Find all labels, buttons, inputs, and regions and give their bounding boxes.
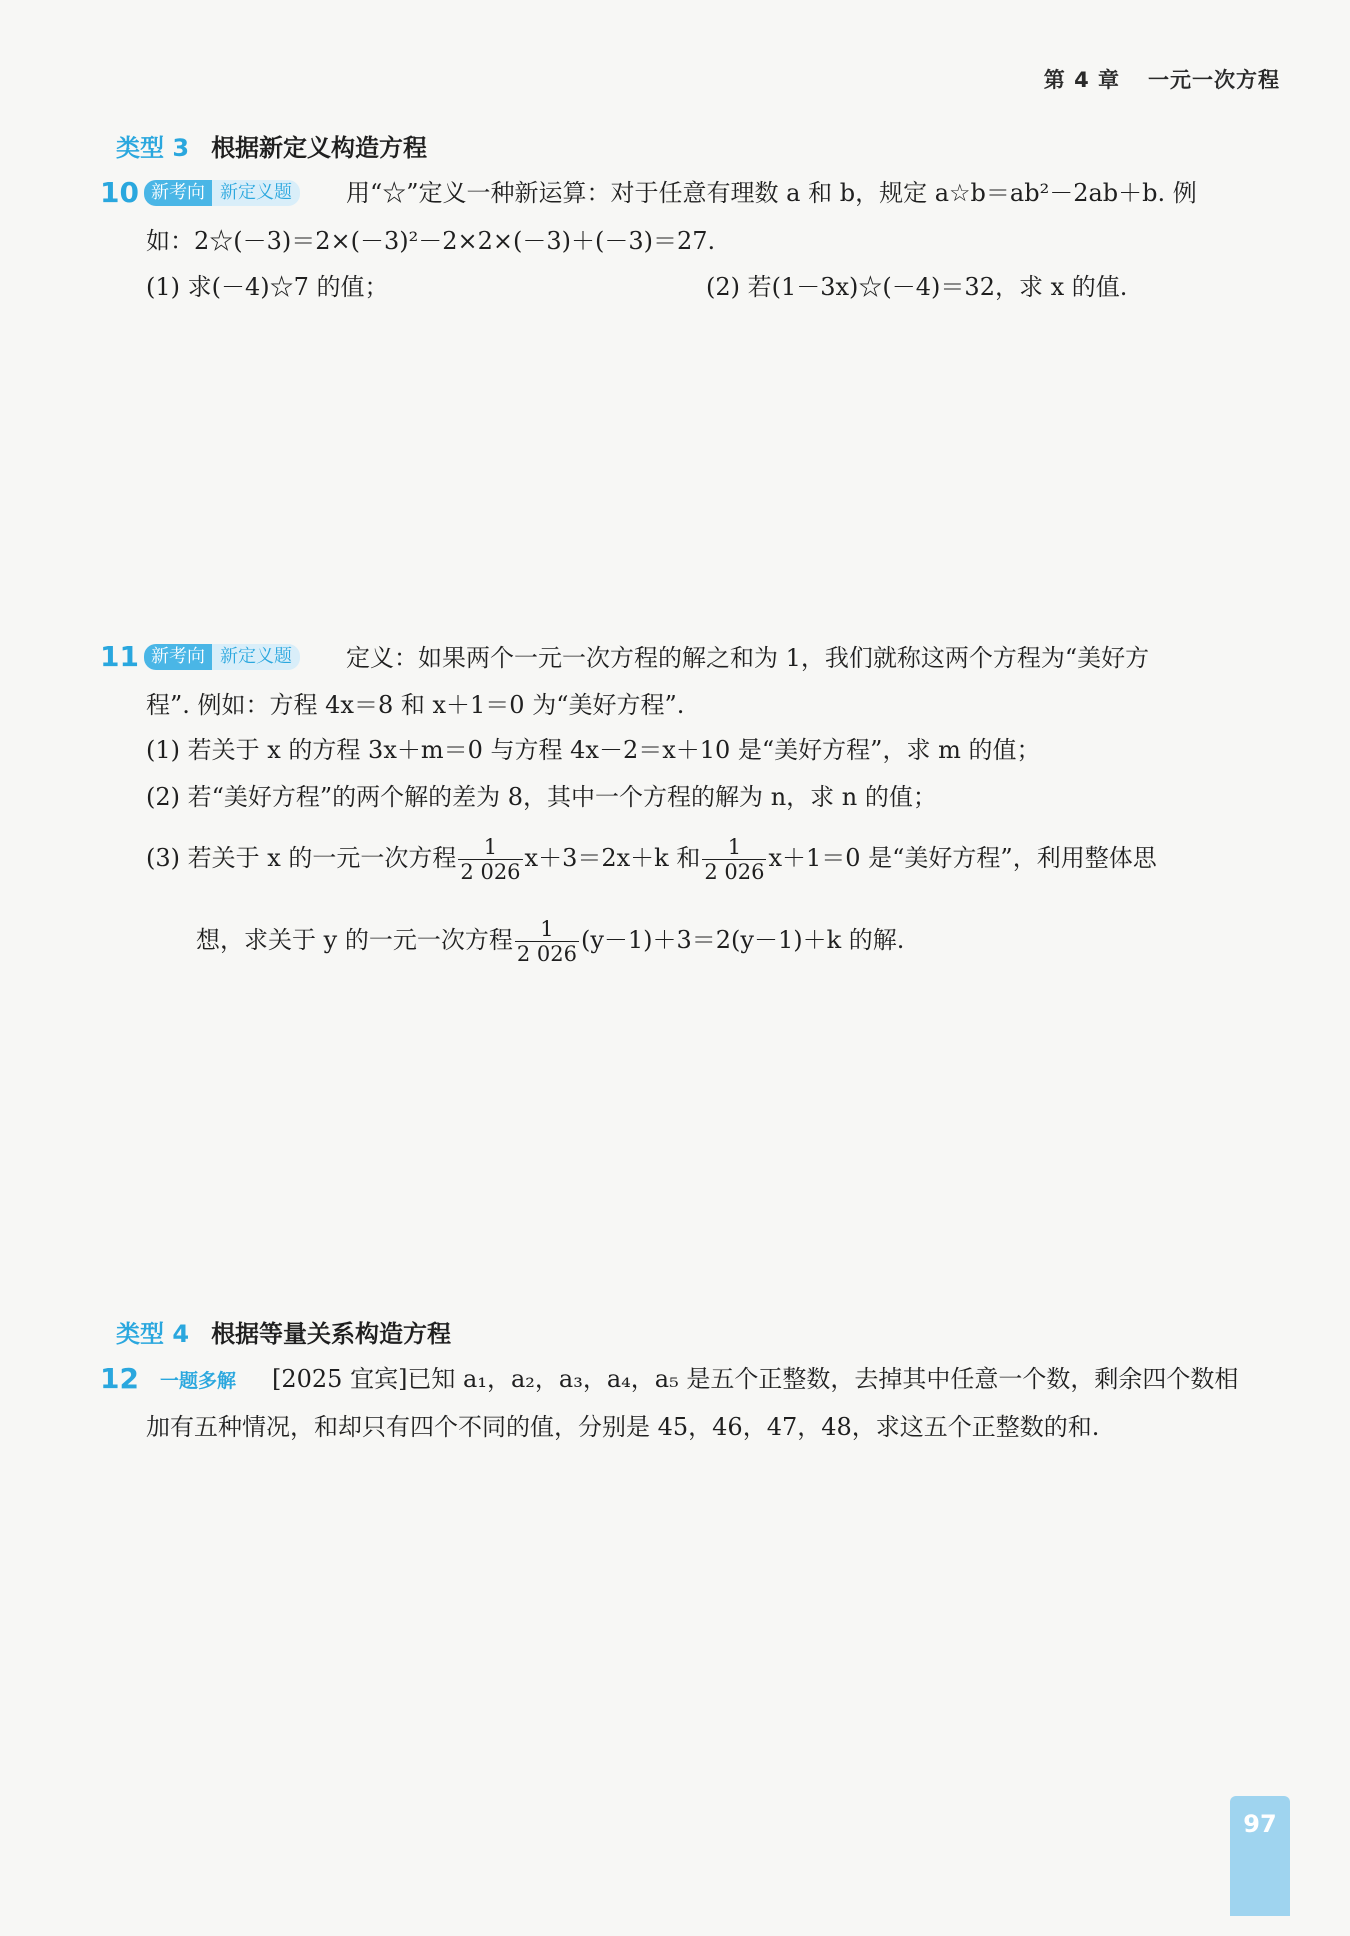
- fraction-numerator: 1: [702, 835, 766, 860]
- q11-part-3-text-d: 想，求关于 y 的一元一次方程: [196, 926, 513, 954]
- q11-part-3-text-e: (y－1)＋3＝2(y－1)＋k 的解.: [580, 926, 905, 954]
- chapter-number: 第 4 章: [1043, 68, 1120, 92]
- question-11-tags: [144, 644, 300, 670]
- page-number: 97: [1230, 1796, 1290, 1856]
- fraction: [702, 835, 766, 884]
- fraction: [458, 835, 522, 884]
- question-12-tags: [160, 1366, 236, 1392]
- tag-new-definition: 新定义题: [212, 644, 300, 670]
- section-type-label: 类型 3: [116, 134, 190, 162]
- q11-stem-line-2: 程”. 例如：方程 4x＝8 和 x＋1＝0 为“美好方程”.: [146, 691, 685, 719]
- chapter-header: [1044, 64, 1280, 94]
- tag-multiple-solutions: 一题多解: [160, 1369, 237, 1392]
- chapter-title: 一元一次方程: [1148, 68, 1280, 92]
- q10-part-2: (2) 若(1－3x)☆(－4)＝32，求 x 的值.: [706, 273, 1128, 301]
- section-title: 根据新定义构造方程: [211, 134, 428, 162]
- q11-part-3-line-1: [146, 830, 1157, 886]
- section-title: 根据等量关系构造方程: [211, 1320, 452, 1348]
- q10-stem-line-1: 用“☆”定义一种新运算：对于任意有理数 a 和 b，规定 a☆b＝ab²－2ab＋b. 例: [346, 179, 1197, 207]
- question-number-11: 11: [100, 640, 139, 673]
- fraction-numerator: 1: [515, 917, 579, 942]
- q11-stem-line-1: 定义：如果两个一元一次方程的解之和为 1，我们就称这两个方程为“美好方: [346, 644, 1150, 672]
- fraction-denominator: 2 026: [516, 942, 577, 966]
- tag-new-definition: 新定义题: [212, 180, 300, 206]
- q11-part-2: (2) 若“美好方程”的两个解的差为 8，其中一个方程的解为 n，求 n 的值；: [146, 783, 937, 811]
- q10-stem-line-2: 如：2☆(－3)＝2×(－3)²－2×2×(－3)＋(－3)＝27.: [146, 227, 716, 255]
- section-4-heading: [116, 1314, 451, 1349]
- q11-part-3-text-a: (3) 若关于 x 的一元一次方程: [146, 844, 457, 872]
- q10-part-1: (1) 求(－4)☆7 的值；: [146, 273, 389, 301]
- question-number-10: 10: [100, 176, 139, 209]
- q11-part-3-text-b: x＋3＝2x＋k 和: [524, 844, 701, 872]
- page-edge-strip: [1230, 1856, 1290, 1916]
- q11-part-1: (1) 若关于 x 的方程 3x＋m＝0 与方程 4x－2＝x＋10 是“美好方程”，求 m 的值；: [146, 736, 1041, 764]
- section-3-heading: [116, 128, 427, 163]
- question-number-12: 12: [100, 1362, 139, 1395]
- fraction-numerator: 1: [458, 835, 522, 860]
- q12-stem-line-2: 加有五种情况，和却只有四个不同的值，分别是 45，46，47，48，求这五个正整数的和.: [146, 1413, 1100, 1441]
- tag-new-direction: 新考向: [144, 180, 212, 206]
- q11-part-3-text-c: x＋1＝0 是“美好方程”，利用整体思: [768, 844, 1157, 872]
- fraction-denominator: 2 026: [704, 860, 765, 884]
- q11-part-3-line-2: [196, 912, 904, 968]
- question-10-tags: [144, 180, 300, 206]
- q12-stem-line-1: [2025 宜宾]已知 a₁，a₂，a₃，a₄，a₅ 是五个正整数，去掉其中任意一个数，剩余四个数相: [272, 1365, 1239, 1393]
- fraction-denominator: 2 026: [460, 860, 521, 884]
- fraction: [515, 917, 579, 966]
- section-type-label: 类型 4: [116, 1320, 190, 1348]
- tag-new-direction: 新考向: [144, 644, 212, 670]
